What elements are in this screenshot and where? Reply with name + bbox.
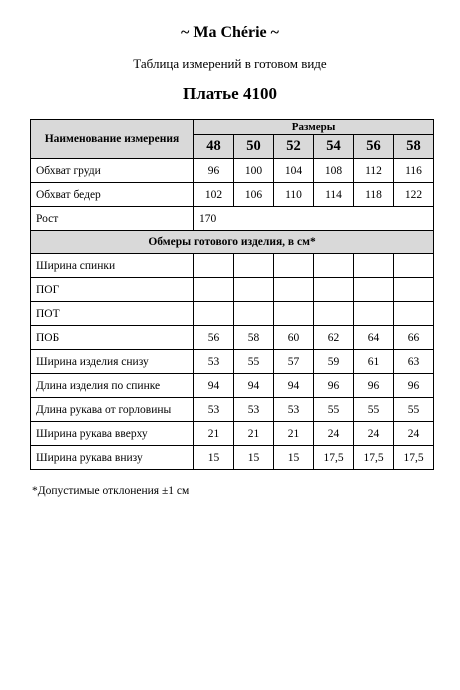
value-cell: 55	[234, 350, 274, 374]
header-row	[31, 120, 434, 135]
value-cell: 55	[394, 398, 434, 422]
measurement-name: ПОБ	[31, 326, 194, 350]
value-cell: 53	[194, 350, 234, 374]
value-cell: 21	[194, 422, 234, 446]
value-cell: 57	[274, 350, 314, 374]
value-cell	[234, 302, 274, 326]
measurement-name: Рост	[31, 207, 194, 231]
value-cell	[394, 254, 434, 278]
value-cell: 94	[194, 374, 234, 398]
value-cell: 55	[314, 398, 354, 422]
value-cell: 15	[274, 446, 314, 470]
value-cell: 62	[314, 326, 354, 350]
value-cell: 24	[394, 422, 434, 446]
value-cell: 104	[274, 159, 314, 183]
measurement-name: Ширина изделия снизу	[31, 350, 194, 374]
table-row	[31, 254, 434, 278]
value-cell: 96	[394, 374, 434, 398]
section-row	[31, 231, 434, 254]
measurement-name: Длина изделия по спинке	[31, 374, 194, 398]
section-title: Обмеры готового изделия, в см*	[31, 231, 434, 254]
height-value: 170	[194, 207, 434, 231]
size-cell: 56	[354, 135, 394, 159]
height-row	[31, 207, 434, 231]
measurement-name: Обхват груди	[31, 159, 194, 183]
table-row	[31, 374, 434, 398]
size-cell: 58	[394, 135, 434, 159]
value-cell: 64	[354, 326, 394, 350]
size-cell: 48	[194, 135, 234, 159]
table-row	[31, 422, 434, 446]
value-cell: 53	[274, 398, 314, 422]
value-cell: 100	[234, 159, 274, 183]
value-cell: 96	[194, 159, 234, 183]
value-cell	[194, 278, 234, 302]
size-cell: 52	[274, 135, 314, 159]
sizes-header: Размеры	[194, 120, 434, 135]
value-cell: 122	[394, 183, 434, 207]
measurement-name-header: Наименование измерения	[31, 120, 194, 159]
size-cell: 54	[314, 135, 354, 159]
value-cell: 102	[194, 183, 234, 207]
measurement-name: ПОГ	[31, 278, 194, 302]
document-subtitle: Таблица измерений в готовом виде	[133, 56, 327, 71]
measurements-table	[30, 119, 434, 470]
value-cell: 17,5	[394, 446, 434, 470]
table-row	[31, 350, 434, 374]
value-cell: 110	[274, 183, 314, 207]
value-cell: 61	[354, 350, 394, 374]
value-cell: 94	[234, 374, 274, 398]
value-cell: 114	[314, 183, 354, 207]
table-row	[31, 326, 434, 350]
value-cell: 17,5	[314, 446, 354, 470]
value-cell: 106	[234, 183, 274, 207]
value-cell	[274, 302, 314, 326]
model-title: Платье 4100	[183, 84, 277, 103]
table-row	[31, 159, 434, 183]
value-cell: 17,5	[354, 446, 394, 470]
value-cell	[314, 254, 354, 278]
measurement-name: ПОТ	[31, 302, 194, 326]
value-cell: 116	[394, 159, 434, 183]
value-cell: 108	[314, 159, 354, 183]
table-row	[31, 278, 434, 302]
value-cell: 66	[394, 326, 434, 350]
table-row	[31, 302, 434, 326]
brand-title: ~ Ma Chérie ~	[181, 24, 279, 41]
value-cell	[274, 254, 314, 278]
value-cell: 96	[314, 374, 354, 398]
tolerance-note: *Допустимые отклонения ±1 см	[32, 485, 190, 497]
table-row	[31, 446, 434, 470]
table-row	[31, 398, 434, 422]
value-cell	[394, 278, 434, 302]
value-cell: 56	[194, 326, 234, 350]
value-cell: 15	[194, 446, 234, 470]
value-cell: 21	[274, 422, 314, 446]
value-cell	[194, 302, 234, 326]
value-cell	[314, 302, 354, 326]
value-cell: 24	[314, 422, 354, 446]
measurement-name: Ширина спинки	[31, 254, 194, 278]
value-cell: 55	[354, 398, 394, 422]
value-cell	[234, 278, 274, 302]
value-cell: 96	[354, 374, 394, 398]
value-cell: 94	[274, 374, 314, 398]
value-cell: 112	[354, 159, 394, 183]
value-cell	[354, 278, 394, 302]
measurement-name: Обхват бедер	[31, 183, 194, 207]
value-cell	[234, 254, 274, 278]
value-cell	[354, 302, 394, 326]
measurement-name: Ширина рукава внизу	[31, 446, 194, 470]
value-cell	[394, 302, 434, 326]
value-cell: 53	[234, 398, 274, 422]
value-cell: 24	[354, 422, 394, 446]
value-cell: 63	[394, 350, 434, 374]
measurement-name: Ширина рукава вверху	[31, 422, 194, 446]
value-cell: 58	[234, 326, 274, 350]
value-cell	[314, 278, 354, 302]
value-cell: 21	[234, 422, 274, 446]
value-cell	[354, 254, 394, 278]
table-row	[31, 183, 434, 207]
value-cell: 15	[234, 446, 274, 470]
value-cell: 59	[314, 350, 354, 374]
value-cell: 60	[274, 326, 314, 350]
size-cell: 50	[234, 135, 274, 159]
value-cell: 53	[194, 398, 234, 422]
value-cell	[274, 278, 314, 302]
value-cell: 118	[354, 183, 394, 207]
measurement-name: Длина рукава от горловины	[31, 398, 194, 422]
value-cell	[194, 254, 234, 278]
